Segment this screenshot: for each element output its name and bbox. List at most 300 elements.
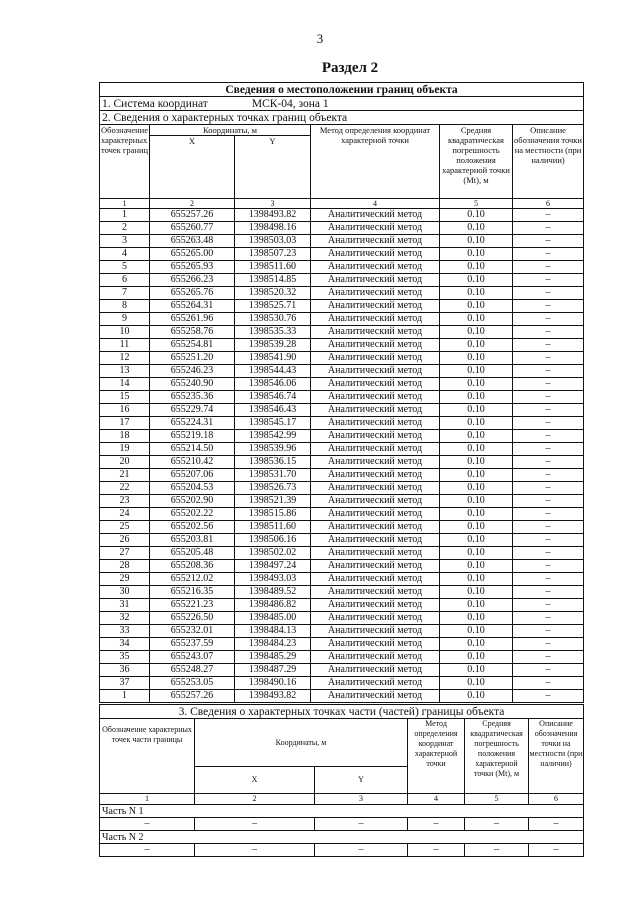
cell-x: 655257.26 (150, 209, 235, 222)
cell-x: 655254.81 (150, 339, 235, 352)
cell-y: 1398486.82 (235, 599, 311, 612)
cell-point-number: 13 (100, 365, 150, 378)
cell-description: – (513, 222, 584, 235)
cell-description: – (513, 625, 584, 638)
cell-description: – (513, 235, 584, 248)
cell-method: Аналитический метод (311, 300, 440, 313)
cell-description: – (513, 534, 584, 547)
cell-y: 1398531.70 (235, 469, 311, 482)
cell-y: 1398506.16 (235, 534, 311, 547)
cell-point-number: 24 (100, 508, 150, 521)
cell-x: 655265.76 (150, 287, 235, 300)
cell-accuracy: 0.10 (440, 469, 513, 482)
cell-point-number: 19 (100, 443, 150, 456)
cell-description: – (513, 261, 584, 274)
table-row (100, 844, 584, 857)
header-method: Метод определения координат характерной точки (408, 719, 465, 794)
table-row (100, 547, 584, 560)
table-row (100, 209, 584, 222)
cell-x: 655205.48 (150, 547, 235, 560)
column-number: 2 (195, 794, 315, 805)
table-row (100, 508, 584, 521)
cell-description: – (513, 586, 584, 599)
cell-y: 1398546.43 (235, 404, 311, 417)
cell-point-number: 14 (100, 378, 150, 391)
cell-y: 1398546.06 (235, 378, 311, 391)
cell-description: – (513, 339, 584, 352)
cell-method: Аналитический метод (311, 378, 440, 391)
cell-y: 1398539.28 (235, 339, 311, 352)
coord-system-label: 1. Система координат (102, 97, 208, 110)
cell-method: Аналитический метод (311, 352, 440, 365)
cell-x: 655243.07 (150, 651, 235, 664)
cell-point-number: 36 (100, 664, 150, 677)
cell-accuracy: 0.10 (440, 547, 513, 560)
cell-point-number: 16 (100, 404, 150, 417)
cell-y: 1398525.71 (235, 300, 311, 313)
cell-x: 655221.23 (150, 599, 235, 612)
table-row (100, 248, 584, 261)
header-point-name: Обозначение характерных точек границ (100, 125, 150, 199)
cell-point-number: 15 (100, 391, 150, 404)
cell-x: 655246.23 (150, 365, 235, 378)
table-row (100, 599, 584, 612)
cell-method: Аналитический метод (311, 326, 440, 339)
cell-method: Аналитический метод (311, 651, 440, 664)
cell-x: 655251.20 (150, 352, 235, 365)
cell-point-number: 25 (100, 521, 150, 534)
cell-x: 655240.90 (150, 378, 235, 391)
cell-method: Аналитический метод (311, 274, 440, 287)
cell-y: 1398487.29 (235, 664, 311, 677)
part-boundary-points-table (99, 704, 584, 857)
cell-description: – (513, 287, 584, 300)
table-row (100, 261, 584, 274)
cell-y: 1398546.74 (235, 391, 311, 404)
cell-accuracy: 0.10 (440, 534, 513, 547)
header-x: X (150, 136, 235, 199)
cell-x: 655226.50 (150, 612, 235, 625)
cell-accuracy: 0.10 (440, 365, 513, 378)
cell-description: – (513, 547, 584, 560)
table-row (100, 313, 584, 326)
table-row (100, 352, 584, 365)
header-y: Y (315, 767, 408, 794)
part-label-row (100, 831, 584, 844)
cell-x: 655229.74 (150, 404, 235, 417)
cell-dash: – (195, 818, 315, 831)
table-row (100, 495, 584, 508)
cell-y: 1398507.23 (235, 248, 311, 261)
cell-point-number: 27 (100, 547, 150, 560)
cell-y: 1398485.29 (235, 651, 311, 664)
cell-dash: – (465, 818, 529, 831)
cell-point-number: 4 (100, 248, 150, 261)
cell-point-number: 35 (100, 651, 150, 664)
cell-method: Аналитический метод (311, 430, 440, 443)
column-number: 1 (100, 794, 195, 805)
cell-method: Аналитический метод (311, 404, 440, 417)
cell-accuracy: 0.10 (440, 339, 513, 352)
cell-accuracy: 0.10 (440, 235, 513, 248)
header-coords: Координаты, м (195, 719, 408, 767)
cell-x: 655202.56 (150, 521, 235, 534)
cell-method: Аналитический метод (311, 664, 440, 677)
cell-accuracy: 0.10 (440, 612, 513, 625)
cell-method: Аналитический метод (311, 586, 440, 599)
cell-accuracy: 0.10 (440, 261, 513, 274)
cell-x: 655261.96 (150, 313, 235, 326)
column-number: 6 (529, 794, 584, 805)
cell-x: 655237.59 (150, 638, 235, 651)
table-row (100, 222, 584, 235)
cell-accuracy: 0.10 (440, 586, 513, 599)
column-number: 3 (315, 794, 408, 805)
table-row (100, 586, 584, 599)
header-accuracy: Средняя квадратическая погрешность положения характерной точки (Mt), м (465, 719, 529, 794)
column-number: 4 (408, 794, 465, 805)
header-description: Описание обозначения точки на местности (при наличии) (529, 719, 584, 794)
cell-point-number: 8 (100, 300, 150, 313)
cell-accuracy: 0.10 (440, 222, 513, 235)
cell-accuracy: 0.10 (440, 690, 513, 703)
table-row (100, 818, 584, 831)
cell-x: 655219.18 (150, 430, 235, 443)
cell-x: 655208.36 (150, 560, 235, 573)
part-label-row (100, 805, 584, 818)
cell-method: Аналитический метод (311, 625, 440, 638)
cell-method: Аналитический метод (311, 456, 440, 469)
cell-x: 655257.26 (150, 690, 235, 703)
cell-description: – (513, 560, 584, 573)
column-numbers-row (100, 199, 584, 209)
cell-description: – (513, 456, 584, 469)
cell-y: 1398514.85 (235, 274, 311, 287)
table-row (100, 326, 584, 339)
section-title: Раздел 2 (321, 60, 379, 76)
cell-accuracy: 0.10 (440, 209, 513, 222)
cell-accuracy: 0.10 (440, 638, 513, 651)
cell-description: – (513, 391, 584, 404)
cell-y: 1398544.43 (235, 365, 311, 378)
cell-point-number: 6 (100, 274, 150, 287)
cell-x: 655212.02 (150, 573, 235, 586)
table-row (100, 235, 584, 248)
table-row (100, 404, 584, 417)
table-row (100, 430, 584, 443)
cell-y: 1398545.17 (235, 417, 311, 430)
cell-y: 1398536.15 (235, 456, 311, 469)
cell-method: Аналитический метод (311, 313, 440, 326)
table-row (100, 391, 584, 404)
cell-accuracy: 0.10 (440, 521, 513, 534)
cell-description: – (513, 651, 584, 664)
cell-accuracy: 0.10 (440, 417, 513, 430)
coord-system-row (100, 97, 584, 111)
cell-dash: – (315, 844, 408, 857)
cell-accuracy: 0.10 (440, 495, 513, 508)
cell-method: Аналитический метод (311, 547, 440, 560)
cell-point-number: 11 (100, 339, 150, 352)
cell-y: 1398484.13 (235, 625, 311, 638)
cell-method: Аналитический метод (311, 560, 440, 573)
column-number: 5 (465, 794, 529, 805)
cell-y: 1398526.73 (235, 482, 311, 495)
cell-y: 1398511.60 (235, 521, 311, 534)
table-row (100, 534, 584, 547)
cell-method: Аналитический метод (311, 599, 440, 612)
cell-method: Аналитический метод (311, 469, 440, 482)
cell-description: – (513, 443, 584, 456)
column-number: 2 (150, 199, 235, 209)
header-method: Метод определения координат характерной точки (311, 125, 440, 199)
cell-description: – (513, 508, 584, 521)
cell-method: Аналитический метод (311, 287, 440, 300)
cell-accuracy: 0.10 (440, 378, 513, 391)
cell-method: Аналитический метод (311, 209, 440, 222)
cell-description: – (513, 313, 584, 326)
cell-y: 1398530.76 (235, 313, 311, 326)
cell-method: Аналитический метод (311, 391, 440, 404)
cell-y: 1398498.16 (235, 222, 311, 235)
cell-accuracy: 0.10 (440, 430, 513, 443)
cell-method: Аналитический метод (311, 222, 440, 235)
cell-accuracy: 0.10 (440, 625, 513, 638)
table-title: 3. Сведения о характерных точках части (частей) границы объекта (100, 705, 584, 719)
cell-x: 655203.81 (150, 534, 235, 547)
cell-dash: – (408, 818, 465, 831)
header-point-name: Обозначение характерных точек части границы (100, 719, 195, 794)
cell-accuracy: 0.10 (440, 404, 513, 417)
column-number: 6 (513, 199, 584, 209)
cell-accuracy: 0.10 (440, 391, 513, 404)
header-description: Описание обозначения точки на местности (при наличии) (513, 125, 584, 199)
cell-y: 1398541.90 (235, 352, 311, 365)
cell-description: – (513, 599, 584, 612)
cell-description: – (513, 404, 584, 417)
cell-dash: – (529, 818, 584, 831)
cell-x: 655266.23 (150, 274, 235, 287)
cell-point-number: 10 (100, 326, 150, 339)
table-row (100, 365, 584, 378)
cell-dash: – (100, 844, 195, 857)
cell-description: – (513, 664, 584, 677)
cell-accuracy: 0.10 (440, 352, 513, 365)
cell-description: – (513, 326, 584, 339)
part-label: Часть N 2 (100, 831, 584, 844)
cell-dash: – (465, 844, 529, 857)
cell-x: 655210.42 (150, 456, 235, 469)
cell-x: 655224.31 (150, 417, 235, 430)
cell-description: – (513, 677, 584, 690)
cell-method: Аналитический метод (311, 521, 440, 534)
cell-y: 1398520.32 (235, 287, 311, 300)
cell-y: 1398503.03 (235, 235, 311, 248)
cell-method: Аналитический метод (311, 612, 440, 625)
cell-description: – (513, 469, 584, 482)
points-section-title: 2. Сведения о характерных точках границ объекта (100, 111, 584, 125)
cell-y: 1398493.03 (235, 573, 311, 586)
header-coords: Координаты, м (150, 125, 311, 136)
cell-method: Аналитический метод (311, 495, 440, 508)
page-number: 3 (316, 31, 324, 46)
cell-point-number: 23 (100, 495, 150, 508)
cell-y: 1398539.96 (235, 443, 311, 456)
cell-point-number: 1 (100, 690, 150, 703)
cell-method: Аналитический метод (311, 339, 440, 352)
table-row (100, 417, 584, 430)
table-row (100, 625, 584, 638)
cell-method: Аналитический метод (311, 690, 440, 703)
table-row (100, 651, 584, 664)
cell-description: – (513, 378, 584, 391)
cell-dash: – (100, 818, 195, 831)
column-number: 5 (440, 199, 513, 209)
cell-accuracy: 0.10 (440, 456, 513, 469)
table-row (100, 469, 584, 482)
cell-accuracy: 0.10 (440, 482, 513, 495)
cell-x: 655216.35 (150, 586, 235, 599)
column-numbers-row (100, 794, 584, 805)
cell-y: 1398490.16 (235, 677, 311, 690)
table-row (100, 677, 584, 690)
cell-y: 1398497.24 (235, 560, 311, 573)
cell-description: – (513, 430, 584, 443)
cell-accuracy: 0.10 (440, 300, 513, 313)
cell-point-number: 20 (100, 456, 150, 469)
cell-point-number: 22 (100, 482, 150, 495)
cell-accuracy: 0.10 (440, 573, 513, 586)
cell-point-number: 30 (100, 586, 150, 599)
cell-x: 655264.31 (150, 300, 235, 313)
table-row (100, 521, 584, 534)
cell-method: Аналитический метод (311, 248, 440, 261)
cell-accuracy: 0.10 (440, 313, 513, 326)
cell-dash: – (408, 844, 465, 857)
cell-point-number: 17 (100, 417, 150, 430)
cell-y: 1398485.00 (235, 612, 311, 625)
header-y: Y (235, 136, 311, 199)
part-label: Часть N 1 (100, 805, 584, 818)
cell-accuracy: 0.10 (440, 651, 513, 664)
table-row (100, 378, 584, 391)
table-row (100, 690, 584, 703)
cell-y: 1398542.99 (235, 430, 311, 443)
cell-point-number: 31 (100, 599, 150, 612)
cell-point-number: 3 (100, 235, 150, 248)
cell-accuracy: 0.10 (440, 508, 513, 521)
cell-y: 1398502.02 (235, 547, 311, 560)
table-title: Сведения о местоположении границ объекта (100, 83, 584, 97)
cell-method: Аналитический метод (311, 573, 440, 586)
cell-method: Аналитический метод (311, 534, 440, 547)
cell-x: 655253.05 (150, 677, 235, 690)
table-row (100, 638, 584, 651)
cell-point-number: 5 (100, 261, 150, 274)
cell-x: 655263.48 (150, 235, 235, 248)
cell-method: Аналитический метод (311, 638, 440, 651)
cell-accuracy: 0.10 (440, 274, 513, 287)
cell-point-number: 37 (100, 677, 150, 690)
table-row (100, 274, 584, 287)
cell-method: Аналитический метод (311, 417, 440, 430)
cell-description: – (513, 573, 584, 586)
cell-description: – (513, 209, 584, 222)
table-row (100, 456, 584, 469)
column-number: 4 (311, 199, 440, 209)
cell-description: – (513, 417, 584, 430)
cell-point-number: 18 (100, 430, 150, 443)
cell-x: 655232.01 (150, 625, 235, 638)
cell-description: – (513, 352, 584, 365)
cell-method: Аналитический метод (311, 482, 440, 495)
cell-description: – (513, 248, 584, 261)
cell-y: 1398493.82 (235, 209, 311, 222)
column-number: 3 (235, 199, 311, 209)
cell-y: 1398511.60 (235, 261, 311, 274)
cell-point-number: 9 (100, 313, 150, 326)
cell-x: 655202.90 (150, 495, 235, 508)
cell-y: 1398521.39 (235, 495, 311, 508)
cell-method: Аналитический метод (311, 508, 440, 521)
table-row (100, 612, 584, 625)
cell-x: 655260.77 (150, 222, 235, 235)
cell-x: 655248.27 (150, 664, 235, 677)
cell-point-number: 32 (100, 612, 150, 625)
cell-x: 655265.00 (150, 248, 235, 261)
cell-method: Аналитический метод (311, 261, 440, 274)
cell-point-number: 34 (100, 638, 150, 651)
cell-accuracy: 0.10 (440, 599, 513, 612)
cell-x: 655214.50 (150, 443, 235, 456)
cell-description: – (513, 300, 584, 313)
cell-method: Аналитический метод (311, 443, 440, 456)
coord-system-value: МСК-04, зона 1 (251, 97, 329, 110)
cell-y: 1398489.52 (235, 586, 311, 599)
cell-point-number: 7 (100, 287, 150, 300)
table-row (100, 482, 584, 495)
cell-accuracy: 0.10 (440, 287, 513, 300)
cell-x: 655258.76 (150, 326, 235, 339)
cell-point-number: 29 (100, 573, 150, 586)
cell-description: – (513, 274, 584, 287)
table-row (100, 560, 584, 573)
cell-description: – (513, 638, 584, 651)
cell-description: – (513, 365, 584, 378)
cell-method: Аналитический метод (311, 677, 440, 690)
cell-description: – (513, 690, 584, 703)
cell-point-number: 33 (100, 625, 150, 638)
cell-description: – (513, 495, 584, 508)
cell-x: 655265.93 (150, 261, 235, 274)
header-accuracy: Средняя квадратическая погрешность положения характерной точки (Mt), м (440, 125, 513, 199)
cell-description: – (513, 521, 584, 534)
cell-point-number: 1 (100, 209, 150, 222)
cell-description: – (513, 612, 584, 625)
table-row (100, 664, 584, 677)
cell-accuracy: 0.10 (440, 664, 513, 677)
cell-accuracy: 0.10 (440, 443, 513, 456)
cell-point-number: 21 (100, 469, 150, 482)
cell-dash: – (529, 844, 584, 857)
cell-dash: – (315, 818, 408, 831)
column-number: 1 (100, 199, 150, 209)
table-row (100, 287, 584, 300)
cell-point-number: 28 (100, 560, 150, 573)
table-row (100, 300, 584, 313)
cell-method: Аналитический метод (311, 365, 440, 378)
table-row (100, 443, 584, 456)
